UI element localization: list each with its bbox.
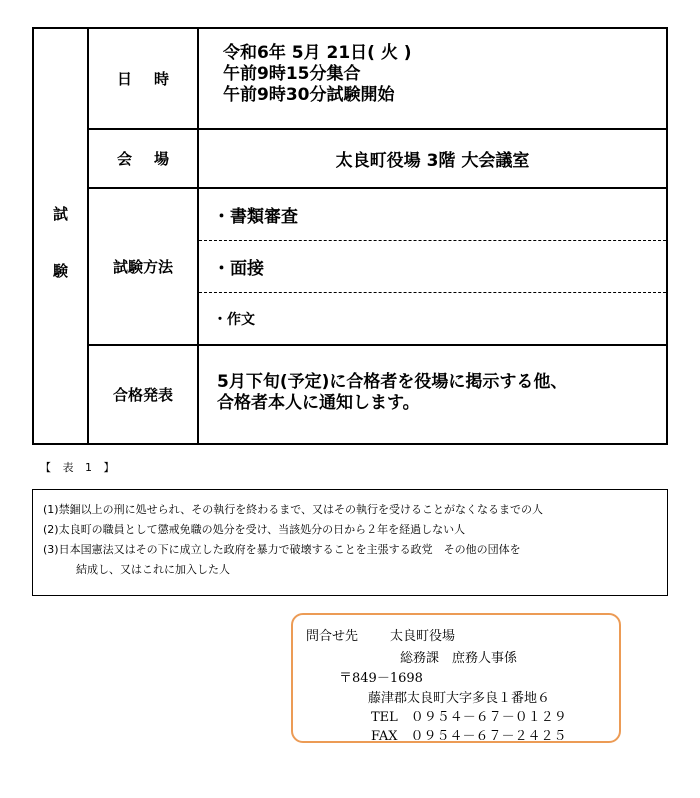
row-label-venue xyxy=(89,130,197,187)
disqualification-table xyxy=(32,489,668,596)
announcement-value xyxy=(199,372,666,414)
venue-value: 太良町役場 3階 大会議室 xyxy=(335,151,530,171)
contact-fax: FAX ０９５４－６７－２４２５ xyxy=(371,729,567,744)
disqualification-item: (2)太良町の職員として懲戒免職の処分を受け、当該処分の日から２年を経過しない人 xyxy=(43,523,466,536)
contact-box xyxy=(291,613,621,743)
section-label-char: 験 xyxy=(52,262,68,280)
method-document-review: ・書類審査 xyxy=(213,207,298,227)
section-label-char: 試 xyxy=(52,205,68,223)
announcement-line: 5月下旬(予定)に合格者を役場に掲示する他、 xyxy=(217,372,568,392)
exam-start-time: 午前9時30分試験開始 xyxy=(223,85,395,105)
contact-postal-code: 〒849－1698 xyxy=(339,671,423,686)
disqualification-item: (3)日本国憲法又はその下に成立した政府を暴力で破壊することを主張する政党 その他の団体を xyxy=(43,543,521,556)
disqualification-item: (1)禁錮以上の刑に処せられ、その執行を終わるまで、又はその執行を受けることがなくなるまでの人 xyxy=(43,503,544,516)
row-label-method: 試験方法 xyxy=(112,258,173,276)
row-label-text: 日時 xyxy=(116,70,191,88)
row-label-text: 会場 xyxy=(116,150,191,168)
contact-tel: TEL ０９５４－６７－０１２９ xyxy=(371,710,567,725)
contact-heading: 問合せ先 xyxy=(306,629,359,644)
contact-address: 藤津郡太良町大字多良１番地６ xyxy=(368,691,551,706)
row-label-datetime xyxy=(89,29,197,128)
exam-date: 令和6年 5月 21日( 火 ) xyxy=(223,43,412,63)
assembly-time: 午前9時15分集合 xyxy=(223,64,361,84)
datetime-value xyxy=(199,43,666,106)
contact-office: 太良町役場 xyxy=(390,629,456,644)
exam-info-table xyxy=(32,27,668,445)
method-essay: ・作文 xyxy=(213,311,255,328)
contact-department: 総務課 庶務人事係 xyxy=(400,651,518,666)
announcement-line: 合格者本人に通知します。 xyxy=(217,393,420,413)
table1-caption: 【 表 1 】 xyxy=(40,461,119,474)
disqualification-item-continuation: 結成し、又はこれに加入した人 xyxy=(76,563,230,576)
row-label-announcement: 合格発表 xyxy=(112,386,173,404)
method-interview: ・面接 xyxy=(213,259,264,279)
